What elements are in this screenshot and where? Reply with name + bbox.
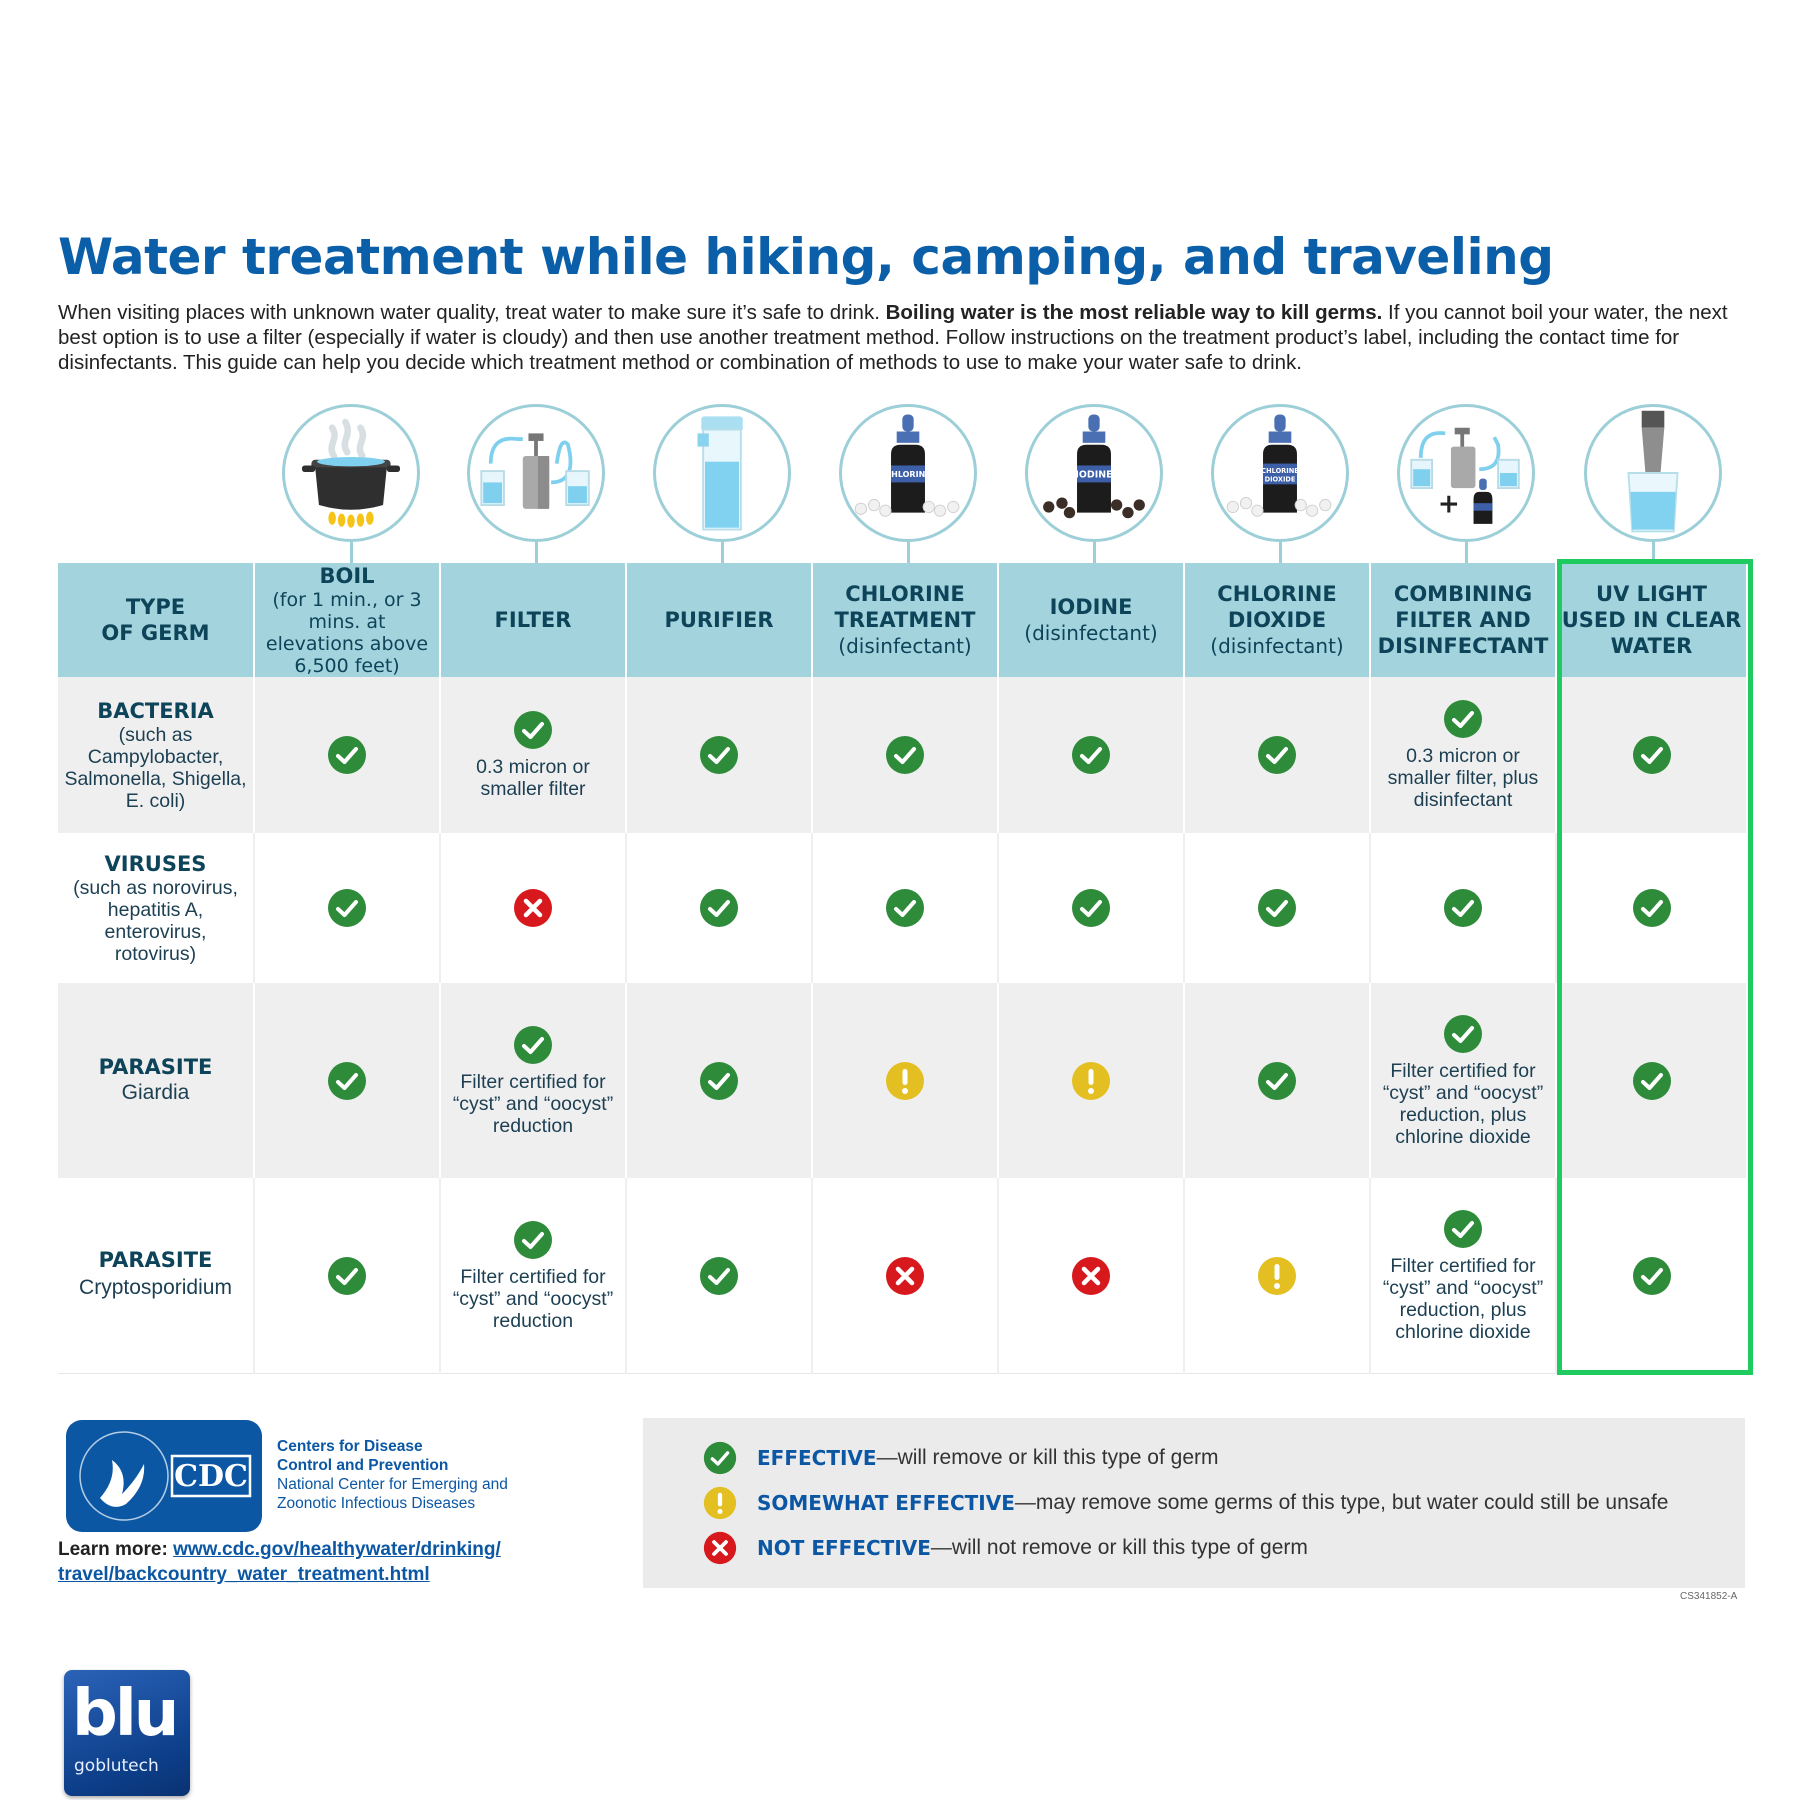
legend-key: NOT EFFECTIVE xyxy=(757,1536,931,1560)
header-filter-title: FILTER xyxy=(494,608,572,632)
check-icon xyxy=(1443,699,1483,739)
table-row-parasite-cryptosporidium xyxy=(58,1178,1746,1374)
filter-cell xyxy=(440,677,626,833)
germ-desc: Giardia xyxy=(121,1081,190,1104)
check-icon xyxy=(327,1061,367,1101)
uv-light-glass-icon xyxy=(1584,404,1722,542)
check-icon xyxy=(699,888,739,928)
center-line-1: National Center for Emerging and xyxy=(277,1476,508,1493)
header-chlorine-sub: (disinfectant) xyxy=(838,634,972,658)
legend-text: —will remove or kill this type of germ xyxy=(876,1446,1219,1469)
chlorine-cell xyxy=(812,983,998,1178)
germ-name: PARASITE xyxy=(98,1055,213,1079)
chlorine-cell xyxy=(812,1178,998,1374)
logo-sub: goblutech xyxy=(74,1756,159,1776)
exclamation-icon xyxy=(885,1061,925,1101)
chlorine-dioxide-cell xyxy=(1184,1178,1370,1374)
combining-cell xyxy=(1370,1178,1556,1374)
filter-plus-disinfectant-icon xyxy=(1397,404,1535,542)
exclamation-icon xyxy=(1071,1061,1111,1101)
cell-note: Filter certified for “cyst” and “oocyst” reduction xyxy=(452,1265,614,1332)
header-combining xyxy=(1370,563,1556,677)
header-chlorine-dioxide xyxy=(1184,563,1370,677)
boil-cell xyxy=(254,1178,440,1374)
legend-item-effective xyxy=(703,1440,1219,1476)
table-row-bacteria xyxy=(58,677,1746,833)
x-icon xyxy=(703,1531,737,1565)
boil-cell xyxy=(254,983,440,1178)
chlorine-cell xyxy=(812,833,998,983)
exclamation-icon xyxy=(1257,1256,1297,1296)
learn-more-label: Learn more: xyxy=(58,1539,174,1560)
header-chlorine-title: CHLORINE TREATMENT xyxy=(834,582,976,632)
germ-name: PARASITE xyxy=(98,1248,213,1272)
check-icon xyxy=(1257,1061,1297,1101)
header-chlorine-dioxide-sub: (disinfectant) xyxy=(1210,634,1344,658)
check-icon xyxy=(513,1220,553,1260)
cell-note: Filter certified for “cyst” and “oocyst” reduction xyxy=(452,1070,614,1137)
germ-cell xyxy=(58,833,254,983)
purifier-cell xyxy=(626,833,812,983)
uv-cell xyxy=(1556,983,1746,1178)
center-line-2: Zoonotic Infectious Diseases xyxy=(277,1495,476,1512)
org-line-2: Control and Prevention xyxy=(277,1457,449,1474)
check-icon xyxy=(1632,1256,1672,1296)
table-header-row xyxy=(58,563,1746,677)
iodine-cell xyxy=(998,983,1184,1178)
header-boil-sub: (for 1 min., or 3 mins. at elevations above 6,500 feet) xyxy=(265,589,429,677)
legend-item-somewhat-effective xyxy=(703,1485,1668,1521)
check-icon xyxy=(1071,735,1111,775)
pump-filter-icon xyxy=(467,404,605,542)
iodine-cell xyxy=(998,677,1184,833)
uv-cell xyxy=(1556,833,1746,983)
legend-key: SOMEWHAT EFFECTIVE xyxy=(757,1491,1015,1515)
header-boil-title: BOIL xyxy=(319,564,375,588)
cooking-pot-icon xyxy=(282,404,420,542)
check-icon xyxy=(1632,888,1672,928)
cdc-logo-text: CDC xyxy=(174,1459,248,1494)
boil-cell xyxy=(254,833,440,983)
iodine-cell xyxy=(998,833,1184,983)
intro-paragraph xyxy=(58,300,1748,375)
table-row-viruses xyxy=(58,833,1746,983)
purifier-bottle-icon xyxy=(653,404,791,542)
intro-text-1: When visiting places with unknown water quality, treat water to make sure it’s safe to drink. xyxy=(58,301,886,324)
check-icon xyxy=(1443,1014,1483,1054)
chlorine-dioxide-dropper-bottle-icon xyxy=(1211,404,1349,542)
germ-name: BACTERIA xyxy=(97,698,214,723)
x-icon xyxy=(1071,1256,1111,1296)
legend-item-not-effective xyxy=(703,1530,1308,1566)
uv-cell xyxy=(1556,677,1746,833)
check-icon xyxy=(1443,888,1483,928)
header-purifier-title: PURIFIER xyxy=(664,608,774,632)
check-icon xyxy=(1071,888,1111,928)
learn-more xyxy=(58,1537,501,1587)
cell-note: Filter certified for “cyst” and “oocyst” reduction, plus chlorine dioxide xyxy=(1382,1254,1544,1343)
filter-cell xyxy=(440,833,626,983)
purifier-cell xyxy=(626,677,812,833)
header-combining-title: COMBINING FILTER AND DISINFECTANT xyxy=(1377,582,1549,658)
check-icon xyxy=(513,710,553,750)
legend-text: —will not remove or kill this type of germ xyxy=(930,1536,1308,1559)
logo-word: blu xyxy=(72,1677,177,1751)
header-type-of-germ xyxy=(58,563,254,677)
germ-cell xyxy=(58,983,254,1178)
iodine-bottle-label: IODINE xyxy=(1075,469,1113,481)
legend-key: EFFECTIVE xyxy=(757,1446,877,1470)
cell-note: 0.3 micron or smaller filter, plus disinfectant xyxy=(1387,745,1539,811)
header-germ-line1: TYPE xyxy=(125,595,186,619)
treatment-comparison-table xyxy=(58,563,1746,1374)
check-icon xyxy=(327,1256,367,1296)
legend-box xyxy=(643,1418,1745,1588)
check-icon xyxy=(1632,735,1672,775)
org-line-1: Centers for Disease xyxy=(277,1438,423,1455)
learn-more-link-line1[interactable]: www.cdc.gov/healthywater/drinking/ xyxy=(173,1539,501,1560)
page-title: Water treatment while hiking, camping, and traveling xyxy=(58,228,1554,286)
header-iodine-title: IODINE xyxy=(1049,595,1133,619)
check-icon xyxy=(1257,888,1297,928)
cdc-org-text xyxy=(277,1437,508,1513)
method-icons-row xyxy=(0,400,1800,565)
cdc-logo xyxy=(66,1420,262,1532)
germ-cell xyxy=(58,677,254,833)
uv-cell xyxy=(1556,1178,1746,1374)
check-icon xyxy=(699,1061,739,1101)
check-icon xyxy=(699,1256,739,1296)
check-icon xyxy=(327,735,367,775)
germ-desc: Cryptosporidium xyxy=(79,1276,232,1299)
legend-text: —may remove some germs of this type, but water could still be unsafe xyxy=(1014,1491,1669,1514)
cell-note: Filter certified for “cyst” and “oocyst” reduction, plus chlorine dioxide xyxy=(1382,1059,1544,1148)
germ-desc: (such as norovirus, hepatitis A, enterovirus, rotovirus) xyxy=(73,876,238,965)
germ-name: VIRUSES xyxy=(104,851,207,876)
header-filter xyxy=(440,563,626,677)
cell-note: 0.3 micron or smaller filter xyxy=(476,756,590,800)
header-uv-title: UV LIGHT USED IN CLEAR WATER xyxy=(1561,582,1742,658)
check-icon xyxy=(513,1025,553,1065)
iodine-dropper-bottle-icon xyxy=(1025,404,1163,542)
check-icon xyxy=(703,1441,737,1475)
header-chlorine xyxy=(812,563,998,677)
header-germ-line2: OF GERM xyxy=(101,621,210,645)
chlorine-dioxide-bottle-label-1: CHLORINE xyxy=(1261,467,1299,475)
check-icon xyxy=(1443,1209,1483,1249)
learn-more-link-line2[interactable]: travel/backcountry_water_treatment.html xyxy=(58,1564,430,1585)
filter-cell xyxy=(440,1178,626,1374)
header-iodine-sub: (disinfectant) xyxy=(1024,621,1158,645)
header-boil xyxy=(254,563,440,677)
intro-bold-text: Boiling water is the most reliable way to kill germs. xyxy=(885,301,1383,324)
check-icon xyxy=(885,888,925,928)
chlorine-dioxide-cell xyxy=(1184,983,1370,1178)
combining-cell xyxy=(1370,677,1556,833)
document-code: CS341852-A xyxy=(1680,1591,1738,1602)
chlorine-dioxide-bottle-label-2: DIOXIDE xyxy=(1264,475,1296,484)
combining-cell xyxy=(1370,983,1556,1178)
header-purifier xyxy=(626,563,812,677)
check-icon xyxy=(327,888,367,928)
purifier-cell xyxy=(626,983,812,1178)
germ-desc: (such as Campylobacter, Salmonella, Shigella, E. coli) xyxy=(64,723,247,812)
check-icon xyxy=(1257,735,1297,775)
purifier-cell xyxy=(626,1178,812,1374)
chlorine-bottle-label: CHLORINE xyxy=(885,469,931,479)
header-uv xyxy=(1556,563,1746,677)
filter-cell xyxy=(440,983,626,1178)
header-chlorine-dioxide-title: CHLORINE DIOXIDE xyxy=(1217,582,1337,632)
check-icon xyxy=(885,735,925,775)
chlorine-dropper-bottle-icon xyxy=(839,404,977,542)
germ-cell xyxy=(58,1178,254,1374)
chlorine-dioxide-cell xyxy=(1184,833,1370,983)
check-icon xyxy=(1632,1061,1672,1101)
x-icon xyxy=(885,1256,925,1296)
chlorine-cell xyxy=(812,677,998,833)
table-row-parasite-giardia xyxy=(58,983,1746,1178)
check-icon xyxy=(699,735,739,775)
intro-text-2: If you cannot boil your water, the next best option is to use a filter (especially if water is cloudy) and then use another treatment method. Follow instructions on the treatment product’s label, including the contact time for disinfectants. This guide can help you decide which treatment method or combination of methods to use to make your water safe to drink. xyxy=(58,301,1728,374)
x-icon xyxy=(513,888,553,928)
exclamation-icon xyxy=(703,1486,737,1520)
iodine-cell xyxy=(998,1178,1184,1374)
svg-text:+: + xyxy=(1437,488,1460,520)
header-iodine xyxy=(998,563,1184,677)
chlorine-dioxide-cell xyxy=(1184,677,1370,833)
boil-cell xyxy=(254,677,440,833)
combining-cell xyxy=(1370,833,1556,983)
goblutech-logo xyxy=(64,1670,190,1796)
